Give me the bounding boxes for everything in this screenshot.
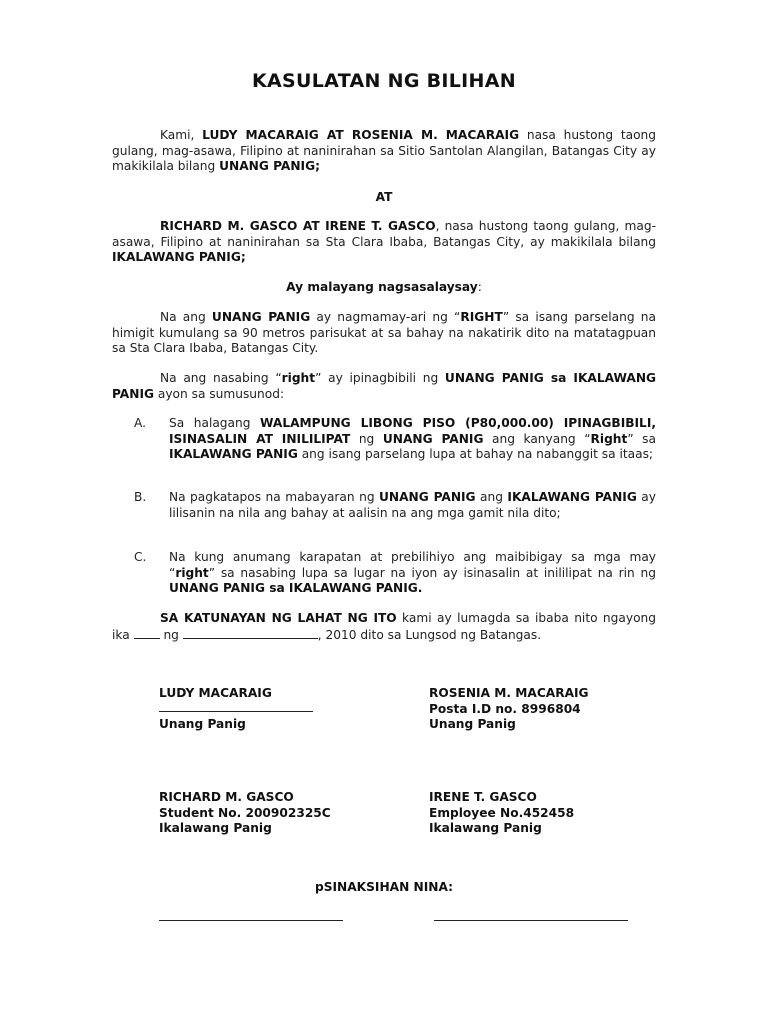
witness-signature-line-right (434, 920, 628, 921)
paragraph-sale-terms: Na ang nasabing “right” ay ipinagbibili ng UNANG PANIG sa IKALAWANG PANIG ayon sa sumusunod: (112, 371, 657, 401)
paragraph-second-party: RICHARD M. GASCO AT IRENE T. GASCO, nasa hustong taong gulang, mag-asawa, Filipino at naninirahan sa Sta Clara Ibaba, Batangas City, ay makikilala bilang IKALAWANG PANIG; (112, 219, 656, 264)
signatory-id: Student No. 200902325C (159, 805, 331, 820)
list-letter: A. (134, 416, 146, 430)
witness-signature-line-left (159, 920, 343, 921)
witness-heading: pSINAKSIHAN NINA: (315, 880, 453, 894)
signatory-name: LUDY MACARAIG (159, 686, 272, 700)
document-title: KASULATAN NG BILIHAN (252, 70, 516, 92)
signatory-id: Posta I.D no. 8996804 (429, 701, 581, 716)
signatory-name: ROSENIA M. MACARAIG (429, 686, 589, 700)
list-letter: C. (134, 550, 147, 564)
declaration-heading: Ay malayang nagsasalaysay: (286, 280, 482, 294)
signatory-role: Unang Panig (159, 716, 246, 731)
signatory-name: IRENE T. GASCO (429, 790, 537, 804)
signatory-irene (429, 790, 689, 837)
list-item-a (112, 416, 656, 463)
signatory-role: Unang Panig (429, 717, 516, 731)
list-letter: B. (134, 490, 147, 504)
signatory-ludy (159, 686, 419, 732)
list-item-b (112, 490, 656, 521)
conjunction-at: AT (375, 190, 393, 204)
signatory-rosenia (429, 686, 689, 733)
signatory-richard (159, 790, 419, 837)
signatory-name: RICHARD M. GASCO (159, 790, 294, 804)
paragraph-attestation: SA KATUNAYAN NG LAHAT NG ITO kami ay lumagda sa ibaba nito ngayong ika ng , 2010 dito sa Lungsod ng Batangas. (112, 611, 656, 642)
signatory-role: Ikalawang Panig (429, 821, 542, 835)
signatory-role: Ikalawang Panig (159, 821, 272, 835)
list-item-text: Na kung anumang karapatan at prebilihiyo ang maibibigay sa mga may “right” sa nasabing lupa sa lugar na iyon ay isinasalin at inililipat na rin ng UNANG PANIG sa IKALAWANG PANIG. (169, 550, 656, 595)
list-item-text: Na pagkatapos na mabayaran ng UNANG PANIG ang IKALAWANG PANIG ay lilisanin na nila ang bahay at aalisin na ang mga gamit nila dito; (169, 490, 656, 520)
paragraph-first-party: Kami, LUDY MACARAIG AT ROSENIA M. MACARAIG nasa hustong taong gulang, mag-asawa, Filipino at naninirahan sa Sitio Santolan Alangilan, Batangas City ay makikilala bilang UNANG PANIG; (112, 128, 656, 173)
list-item-text: Sa halagang WALAMPUNG LIBONG PISO (P80,000.00) IPINAGBIBILI, ISINASALIN AT INILILIPAT ng UNANG PANIG ang kanyang “Right” sa IKALAWANG PANIG ang isang parselang lupa at bahay na nabanggit sa itaas; (169, 416, 656, 461)
paragraph-ownership: Na ang UNANG PANIG ay nagmamay-ari ng “RIGHT” sa isang parselang na himigit kumulang sa 90 metros parisukat at sa bahay na nakatirik dito na matatagpuan sa Sta Clara Ibaba, Batangas City. (112, 310, 656, 355)
month-blank (183, 627, 318, 639)
day-blank (134, 627, 160, 639)
list-item-c (112, 550, 656, 597)
signatory-id: Employee No.452458 (429, 805, 575, 820)
signature-line (159, 702, 313, 712)
